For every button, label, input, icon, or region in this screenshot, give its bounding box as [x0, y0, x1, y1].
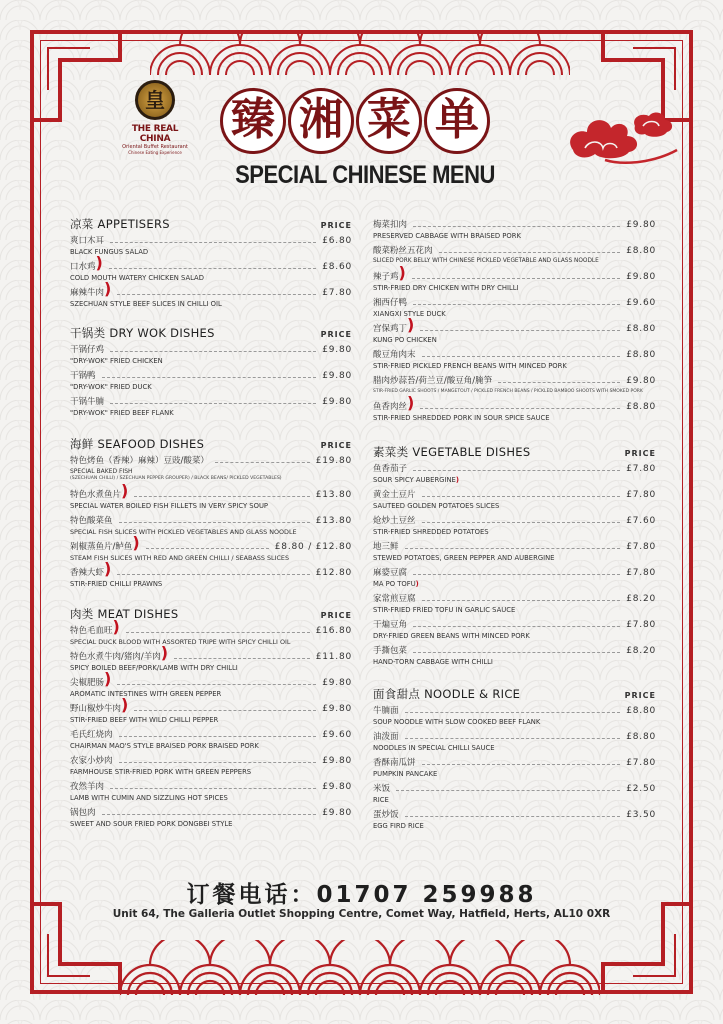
restaurant-address: Unit 64, The Galleria Outlet Shopping Centre, Comet Way, Hatfield, Herts, AL10 0XR [112, 908, 611, 920]
dish-name-zh: 孜然羊肉 [70, 782, 105, 792]
dish-price: £8.80 [626, 732, 656, 742]
dish-price: £7.80 [626, 490, 656, 500]
noodle-section [373, 686, 656, 834]
list-item [70, 559, 352, 592]
list-item [373, 514, 656, 540]
dish-price: £9.80 [322, 704, 352, 714]
dish-price: £9.80 [322, 678, 352, 688]
title-char: 菜 [356, 88, 422, 154]
dish-name-en: SPICY BOILED BEEF/PORK/LAMB WITH DRY CHILLI [70, 664, 238, 672]
list-item [70, 481, 352, 514]
list-item [373, 263, 656, 296]
dish-name-en: STIR-FRIED CHILLI PRAWNS [70, 580, 163, 588]
dish-price: £8.20 [626, 594, 656, 604]
dish-price: £6.80 [322, 236, 352, 246]
dish-name-en: AROMATIC INTESTINES WITH GREEN PEPPER [70, 690, 222, 698]
chili-icon: ) [104, 669, 112, 688]
dish-note: (SZECHUAN CHILLI) / SZECHUAN PEPPER GROUPER) / BLACK BEANS/ PICKLED VEGETABLES) [70, 476, 282, 481]
dish-price: £8.80 [626, 246, 656, 256]
section-title: 海鲜 SEAFOOD DISHES [70, 437, 205, 451]
dish-name-zh: 梅菜扣肉 [373, 220, 408, 230]
dish-name-en: RICE [373, 796, 389, 804]
dish-name-zh: 辣子鸡 [373, 272, 399, 282]
list-item [373, 566, 656, 592]
dish-price: £8.80 [626, 402, 656, 412]
list-item [373, 782, 656, 808]
dish-name-zh: 剁椒蒸鱼片/鲈鱼 [70, 542, 133, 552]
list-item [373, 244, 656, 270]
dish-name-zh: 地三鲜 [373, 542, 399, 552]
list-item [70, 395, 352, 421]
dish-name-zh: 酸豆角肉末 [373, 350, 416, 360]
dish-price: £16.80 [315, 626, 352, 636]
chili-icon: ) [407, 393, 415, 412]
list-item [373, 618, 656, 644]
dish-name-zh: 蛋炒饭 [373, 810, 399, 820]
dish-name-zh: 香酥南瓜饼 [373, 758, 416, 768]
title-char: 臻 [220, 88, 286, 154]
dish-name-en: SWEET AND SOUR FRIED PORK DONGBEI STYLE [70, 820, 233, 828]
dish-name-en: STIR-FRIED DRY CHICKEN WITH DRY CHILLI [373, 284, 519, 292]
price-header: PRICE [624, 449, 656, 458]
dish-price: £9.80 [626, 376, 656, 386]
list-item [70, 253, 352, 286]
dish-price: £9.60 [322, 730, 352, 740]
chili-icon: ) [112, 617, 120, 636]
dish-name-en: STEWED POTATOES, GREEN PEPPER AND AUBERGINE [373, 554, 555, 562]
dish-name-en: SPECIAL DUCK BLOOD WITH ASSORTED TRIPE WITH SPICY CHILLI OIL [70, 638, 291, 646]
list-item [70, 514, 352, 540]
chili-icon: ) [104, 279, 112, 298]
dish-price: £9.80 [626, 220, 656, 230]
dish-name-en: KUNG PO CHICKEN [373, 336, 437, 344]
dish-name-zh: 口水鸡 [70, 262, 96, 272]
chili-icon: ) [398, 263, 406, 282]
dish-name-zh: 特色毛血旺 [70, 626, 113, 636]
list-item [373, 730, 656, 756]
dish-name-zh: 干锅牛腩 [70, 397, 105, 407]
dish-name-en-text: MA PO TOFU [373, 580, 416, 588]
dish-price: £8.80 / £12.80 [274, 542, 352, 552]
list-item [70, 617, 352, 650]
dish-name-zh: 牛腩面 [373, 706, 399, 716]
chili-icon: ) [415, 580, 419, 588]
dish-name-en: XIANGXI STYLE DUCK [373, 310, 446, 318]
dish-name-zh: 麻辣牛肉 [70, 288, 105, 298]
dish-name-en: EGG FIRD RICE [373, 822, 424, 830]
dish-name-en: STIR-FRIED SHREDDED POTATOES [373, 528, 489, 536]
logo-name: THE REAL CHINA [131, 124, 179, 144]
dish-price: £7.60 [626, 516, 656, 526]
dish-name-en: SOUP NOODLE WITH SLOW COOKED BEEF FLANK [373, 718, 541, 726]
dish-price: £7.80 [626, 620, 656, 630]
dish-name-zh: 腊肉炒蒜苔/荷兰豆/酸豆角/腌笋 [373, 376, 493, 386]
dish-price: £11.80 [315, 652, 352, 662]
list-item [373, 488, 656, 514]
dish-name-en-text: SOUR SPICY AUBERGINE [373, 476, 456, 484]
chili-icon: ) [104, 559, 112, 578]
dish-name-zh: 干煸豆角 [373, 620, 408, 630]
list-item [70, 669, 352, 702]
dish-name-en: SPECIAL FISH SLICES WITH PICKLED VEGETABLES AND GLASS NOODLE [70, 528, 297, 536]
chili-icon: ) [95, 253, 103, 272]
list-item [373, 296, 656, 322]
list-item [70, 279, 352, 312]
dish-price: £13.80 [315, 490, 352, 500]
dish-price: £8.80 [626, 324, 656, 334]
list-item [70, 533, 352, 566]
dish-name-en: SPECIAL BAKED FISH [70, 468, 133, 475]
list-item [373, 218, 656, 244]
dish-price: £8.60 [322, 262, 352, 272]
dish-name-zh: 特色酸菜鱼 [70, 516, 113, 526]
dish-price: £2.50 [626, 784, 656, 794]
dish-name-en: SPECIAL WATER BOILED FISH FILLETS IN VERY SPICY SOUP [70, 502, 269, 510]
dish-name-en: NOODLES IN SPECIAL CHILLI SAUCE [373, 744, 495, 752]
list-item [70, 754, 352, 780]
dish-name-zh: 米饭 [373, 784, 391, 794]
list-item [373, 540, 656, 566]
list-item [70, 369, 352, 395]
dish-price: £13.80 [315, 516, 352, 526]
list-item [70, 454, 352, 488]
dish-name-zh: 手撕包菜 [373, 646, 408, 656]
dish-name-zh: 麻婆豆腐 [373, 568, 408, 578]
dish-price: £12.80 [315, 568, 352, 578]
restaurant-logo [120, 80, 190, 155]
list-item [70, 806, 352, 832]
list-item [70, 234, 352, 260]
dish-name-zh: 酸菜粉丝五花肉 [373, 246, 433, 256]
dish-name-zh: 香辣大虾 [70, 568, 105, 578]
dish-name-zh: 特色烤鱼（香辣）麻辣）豆豉/酸菜） [70, 456, 209, 466]
dish-name-en: COLD MOUTH WATERY CHICKEN SALAD [70, 274, 204, 282]
dish-name-zh: 特色水煮牛肉/猪肉/羊肉 [70, 652, 161, 662]
dish-name-en: STIR-FRIED GARLIC SHOOTS / MANGETOUT / PICKLED FRENCH BEANS / PICKLED BAMBOO SHOOTS WITH SMOKED PORK [373, 389, 643, 394]
dish-name-en: DRY-FRIED GREEN BEANS WITH MINCED PORK [373, 632, 530, 640]
dish-name-en: STIR-FRIED SHREDDED PORK IN SOUR SPICE SAUCE [373, 414, 550, 422]
dish-name-zh: 黄金土豆片 [373, 490, 416, 500]
logo-subtitle: Oriental Buffet Restaurant [122, 144, 188, 150]
list-item [373, 393, 656, 426]
list-item [373, 808, 656, 834]
dish-name-zh: 油泼面 [373, 732, 399, 742]
dish-price: £9.60 [626, 298, 656, 308]
dish-price: £3.50 [626, 810, 656, 820]
dish-name-en: "DRY-WOK" FRIED DUCK [70, 383, 152, 391]
dish-name-zh: 家常煎豆腐 [373, 594, 416, 604]
section-title: 凉菜 APPETISERS [70, 217, 170, 231]
section-title: 素菜类 VEGETABLE DISHES [373, 445, 531, 459]
menu-subtitle: SPECIAL CHINESE MENU [235, 160, 495, 189]
dry-wok-section [70, 325, 352, 421]
dish-name-en [373, 476, 656, 484]
price-header: PRICE [320, 221, 352, 230]
list-item [70, 780, 352, 806]
seafood-section [70, 436, 352, 592]
price-header: PRICE [320, 330, 352, 339]
dish-name-en: LAMB WITH CUMIN AND SIZZLING HOT SPICES [70, 794, 228, 802]
list-item [70, 343, 352, 369]
list-item [373, 348, 656, 374]
list-item [70, 643, 352, 676]
dish-name-en: PUMPKIN PANCAKE [373, 770, 438, 778]
dish-name-zh: 尖椒肥肠 [70, 678, 105, 688]
section-title: 干锅类 DRY WOK DISHES [70, 326, 215, 340]
dish-price: £7.80 [626, 568, 656, 578]
dish-name-en: "DRY-WOK" FRIED BEEF FLANK [70, 409, 174, 417]
dish-name-en: STEAM FISH SLICES WITH RED AND GREEN CHILLI / SEABASS SLICES [70, 554, 290, 562]
dish-price: £7.80 [626, 758, 656, 768]
dish-name-zh: 爽口木耳 [70, 236, 105, 246]
list-item [373, 756, 656, 782]
list-item [373, 462, 656, 488]
dish-name-zh: 炝炒土豆丝 [373, 516, 416, 526]
section-title: 面食甜点 NOODLE & RICE [373, 687, 521, 701]
price-header: PRICE [624, 691, 656, 700]
dish-price: £9.80 [322, 808, 352, 818]
dish-name-zh: 农家小炒肉 [70, 756, 113, 766]
dish-name-zh: 野山椒炒牛肉 [70, 704, 122, 714]
title-char: 湘 [288, 88, 354, 154]
dish-name-en: STIR-FRIED FRIED TOFU IN GARLIC SAUCE [373, 606, 516, 614]
dish-name-zh: 特色水煮鱼片 [70, 490, 122, 500]
list-item [373, 374, 656, 400]
list-item [70, 728, 352, 754]
list-item [373, 315, 656, 348]
chili-icon: ) [121, 695, 129, 714]
dish-price: £7.80 [322, 288, 352, 298]
chili-icon: ) [132, 533, 140, 552]
meat-section [70, 606, 352, 832]
dish-name-zh: 毛氏红烧肉 [70, 730, 113, 740]
dish-price: £9.80 [322, 371, 352, 381]
dish-name-en: FARMHOUSE STIR-FRIED PORK WITH GREEN PEPPERS [70, 768, 252, 776]
dish-price: £8.20 [626, 646, 656, 656]
chili-icon: ) [407, 315, 415, 334]
dish-name-en: STIR-FRIED PICKLED FRENCH BEANS WITH MINCED PORK [373, 362, 567, 370]
dish-name-zh: 鱼香肉丝 [373, 402, 408, 412]
vegetable-section [373, 444, 656, 670]
dish-name-zh: 干锅仔鸡 [70, 345, 105, 355]
list-item [373, 644, 656, 670]
dish-name-en: "DRY-WOK" FRIED CHICKEN [70, 357, 163, 365]
price-header: PRICE [320, 441, 352, 450]
cloud-ornament-icon [565, 110, 680, 170]
logo-emblem: 皇 [135, 80, 175, 120]
chili-icon: ) [160, 643, 169, 662]
dish-name-zh: 宫保鸡丁 [373, 324, 408, 334]
dish-name-en: SAUTEED GOLDEN POTATOES SLICES [373, 502, 500, 510]
logo-tagline: Chinese Eating Experience [128, 150, 182, 155]
dish-price: £8.80 [626, 350, 656, 360]
chili-icon: ) [121, 481, 129, 500]
dish-price: £8.80 [626, 706, 656, 716]
dish-price: £7.80 [626, 464, 656, 474]
dish-name-en: CHAIRMAN MAO'S STYLE BRAISED PORK BRAISED PORK [70, 742, 259, 750]
dish-price: £9.80 [322, 756, 352, 766]
list-item [373, 592, 656, 618]
dish-name-en: SZECHUAN STYLE BEEF SLICES IN CHILLI OIL [70, 300, 222, 308]
dish-name-zh: 锅包肉 [70, 808, 96, 818]
dish-name-en: PRESERVED CABBAGE WITH BRAISED PORK [373, 232, 521, 240]
list-item [70, 695, 352, 728]
list-item [373, 704, 656, 730]
menu-title [220, 88, 490, 154]
dish-name-en: STIR-FRIED BEEF WITH WILD CHILLI PEPPER [70, 716, 219, 724]
dish-name-en: SLICED PORK BELLY WITH CHINESE PICKLED VEGETABLE AND GLASS NOODLE [373, 258, 599, 264]
price-header: PRICE [320, 611, 352, 620]
dish-price: £19.80 [315, 456, 352, 466]
dish-price: £9.80 [626, 272, 656, 282]
dish-price: £9.80 [322, 397, 352, 407]
dish-name-en: BLACK FUNGUS SALAD [70, 248, 149, 256]
title-char: 单 [424, 88, 490, 154]
section-title: 肉类 MEAT DISHES [70, 607, 179, 621]
pork-poultry-section [373, 218, 656, 426]
appetisers-section [70, 216, 352, 312]
dish-name-zh: 湘西仔鸭 [373, 298, 408, 308]
dish-name-zh: 鱼香茄子 [373, 464, 408, 474]
dish-price: £9.80 [322, 782, 352, 792]
order-phone: 订餐电话：01707 259988 [186, 882, 537, 908]
dish-name-zh: 干锅鸭 [70, 371, 96, 381]
dish-price: £9.80 [322, 345, 352, 355]
dish-name-en [373, 580, 656, 588]
dish-name-en: HAND-TORN CABBAGE WITH CHILLI [373, 658, 493, 666]
chili-icon: ) [455, 476, 459, 484]
dish-price: £7.80 [626, 542, 656, 552]
